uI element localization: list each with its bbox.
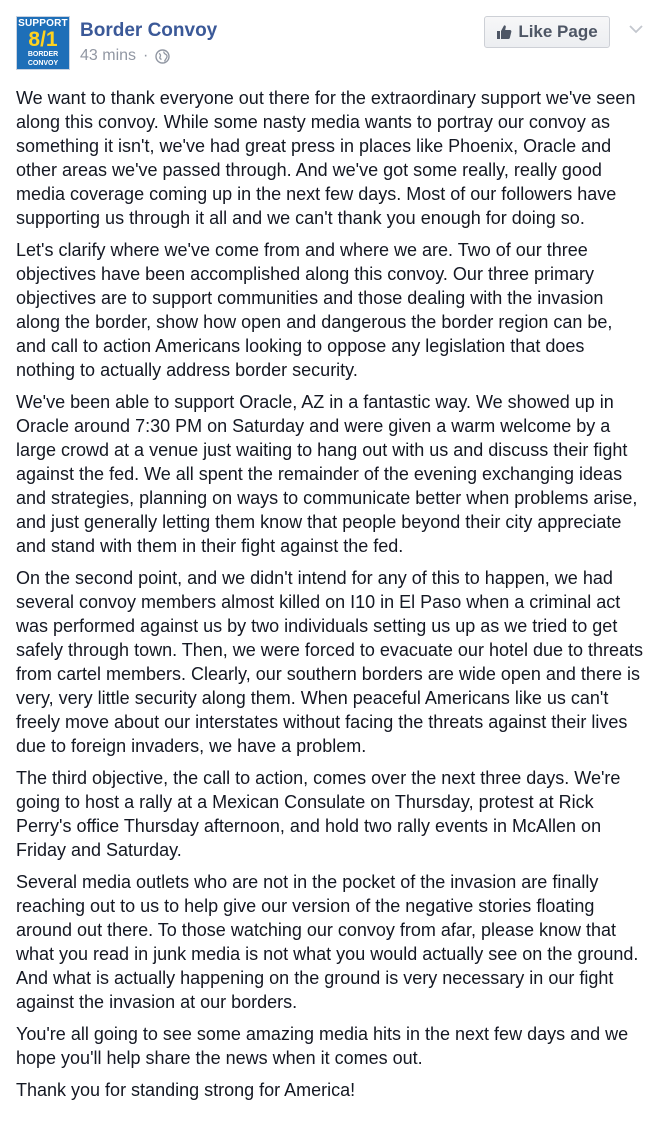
like-page-button[interactable] xyxy=(484,16,610,48)
post-body xyxy=(16,86,646,1110)
avatar-text-date: 8/1 xyxy=(28,28,58,51)
chevron-down-icon[interactable] xyxy=(627,20,645,38)
avatar-text-convoy: CONVOY xyxy=(27,60,59,67)
post-meta xyxy=(80,46,170,66)
page-name-link[interactable]: Border Convoy xyxy=(80,20,218,41)
post-paragraph: We want to thank everyone out there for the extraordinary support we've seen along this convoy. While some nasty media wants to portray our convoy as something it isn't, we've had great press in places like Phoenix, Oracle and other areas we've passed through. And we've got some really, really good media coverage coming up in the next few days. Most of our followers have supporting us through it all and we can't thank you enough for doing so. xyxy=(16,88,636,228)
post-paragraph: The third objective, the call to action, comes over the next three days. We're going to host a rally at a Mexican Consulate on Thursday, protest at Rick Perry's office Thursday afternoon, and hold two rally events in McAllen on Friday and Saturday. xyxy=(16,768,621,860)
post-header xyxy=(0,0,660,74)
post-timestamp[interactable]: 43 mins xyxy=(80,47,137,64)
meta-separator: · xyxy=(143,47,149,64)
post-paragraph: We've been able to support Oracle, AZ in a fantastic way. We showed up in Oracle around 7:30 PM on Saturday and were given a warm welcome by a large crowd at a venue just waiting to hang out with us and discuss their fight against the fed. We all spent the remainder of the evening exchanging ideas and strategies, planning on ways to communicate better when problems arise, and just generally letting them know that people beyond their city appreciate and stand with them in their fight against the fed. xyxy=(16,392,638,556)
avatar-text-support: SUPPORT xyxy=(18,18,68,29)
avatar-text-border: BORDER xyxy=(27,51,59,58)
post-paragraph: Several media outlets who are not in the pocket of the invasion are finally reaching out to us to help give our version of the negative stories floating around out there. To those watching our convoy from afar, please know that what you read in junk media is not what you would actually see on the ground. And what is actually happening on the ground is very necessary in our fight against the invasion at our borders. xyxy=(16,872,639,1012)
post-paragraph: Let's clarify where we've come from and where we are. Two of our three objectives have been accomplished along this convoy. Our three primary objectives are to support communities and those dealing with the invasion along the border, show how open and dangerous the border region can be, and call to action Americans looking to oppose any legislation that does nothing to actually address border security. xyxy=(16,240,613,380)
page-avatar[interactable] xyxy=(16,16,70,70)
post-paragraph: Thank you for standing strong for America! xyxy=(16,1080,356,1100)
globe-icon[interactable] xyxy=(155,49,170,64)
post-paragraph: On the second point, and we didn't intend for any of this to happen, we had several convoy members almost killed on I10 in El Paso when a criminal act was performed against us by two individuals setting us up as we tried to get safely through town. Then, we were forced to evacuate our hotel due to threats from cartel members. Clearly, our southern borders are wide open and there is very, very little security along them. When peaceful Americans like us can't freely move about our interstates without facing the threats against their lives due to foreign invaders, we have a problem. xyxy=(16,568,644,756)
post-paragraph: You're all going to see some amazing media hits in the next few days and we hope you'll help share the news when it comes out. xyxy=(16,1024,629,1068)
thumbs-up-icon xyxy=(496,24,512,40)
like-page-label: Like Page xyxy=(518,22,598,41)
